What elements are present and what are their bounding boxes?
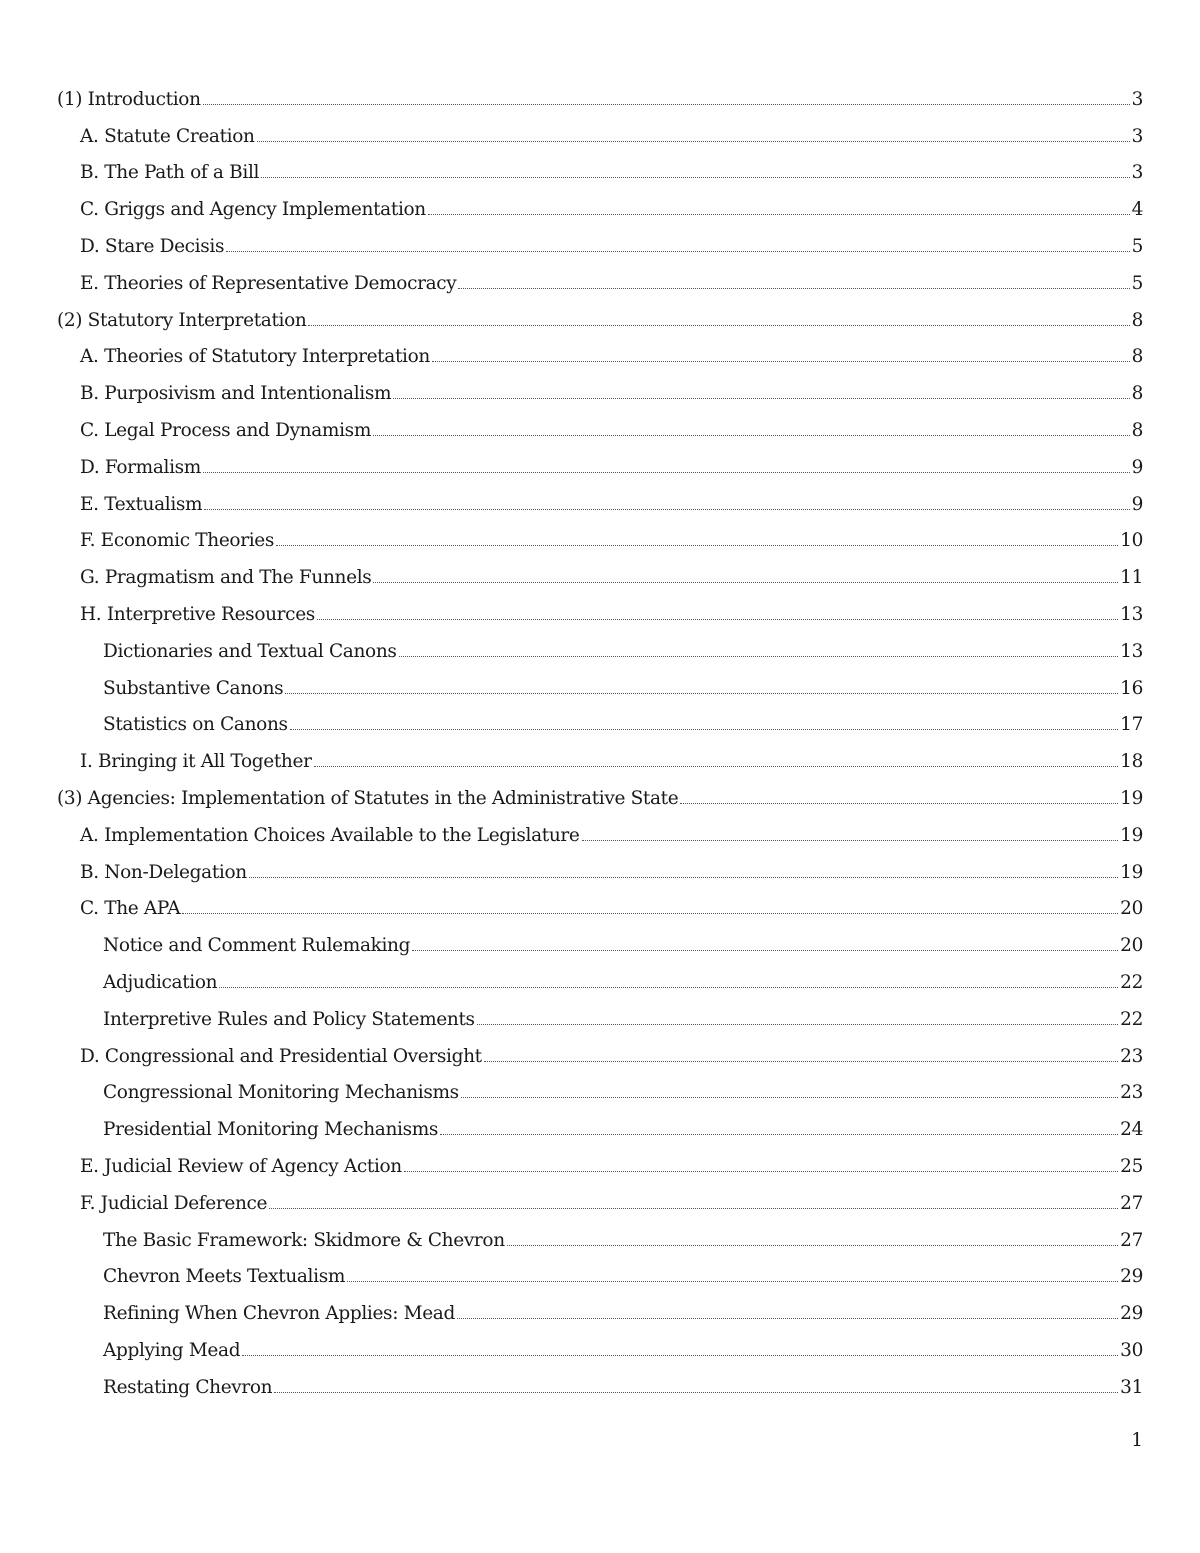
dot-leader <box>582 840 1119 841</box>
toc-entry-page-number[interactable]: 3 <box>1131 125 1143 147</box>
toc-entry[interactable] <box>57 1001 1143 1038</box>
dot-leader <box>242 1355 1118 1356</box>
dot-leader <box>257 141 1130 142</box>
dot-leader <box>276 545 1118 546</box>
toc-entry-page-number[interactable]: 22 <box>1120 972 1143 994</box>
dot-leader <box>432 361 1130 362</box>
toc-entry-page-number[interactable]: 9 <box>1131 493 1143 515</box>
toc-entry-page-number[interactable]: 23 <box>1120 1082 1143 1104</box>
toc-entry-title[interactable]: D. Stare Decisis <box>80 236 225 258</box>
dot-leader <box>347 1281 1118 1282</box>
toc-entry-title[interactable]: B. Purposivism and Intentionalism <box>80 383 392 405</box>
toc-entry-title[interactable]: C. Griggs and Agency Implementation <box>80 199 426 221</box>
dot-leader <box>317 619 1118 620</box>
toc-entry-title[interactable]: C. Legal Process and Dynamism <box>80 420 372 442</box>
toc-entry-page-number[interactable]: 4 <box>1131 199 1143 221</box>
toc-entry-page-number[interactable]: 3 <box>1131 88 1143 110</box>
toc-entry-page-number[interactable]: 3 <box>1131 162 1143 184</box>
dot-leader <box>412 950 1118 951</box>
toc-entry-page-number[interactable]: 19 <box>1120 788 1143 810</box>
toc-entry-title[interactable]: B. Non-Delegation <box>80 861 247 883</box>
toc-entry[interactable] <box>57 1295 1143 1332</box>
toc-entry[interactable] <box>57 964 1143 1001</box>
toc-entry-page-number[interactable]: 20 <box>1120 935 1143 957</box>
toc-entry[interactable] <box>57 670 1143 707</box>
toc-entry-title[interactable]: D. Congressional and Presidential Oversight <box>80 1045 482 1067</box>
toc-entry-page-number[interactable]: 30 <box>1120 1339 1143 1361</box>
toc-entry-title[interactable]: Chevron Meets Textualism <box>103 1266 346 1288</box>
toc-entry-title[interactable]: H. Interpretive Resources <box>80 604 315 626</box>
toc-entry-page-number[interactable]: 8 <box>1131 346 1143 368</box>
toc-entry-title[interactable]: Interpretive Rules and Policy Statements <box>103 1008 475 1030</box>
toc-entry-page-number[interactable]: 27 <box>1120 1192 1143 1214</box>
dot-leader <box>308 325 1129 326</box>
toc-entry-title[interactable]: B. The Path of a Bill <box>80 162 260 184</box>
dot-leader <box>226 251 1129 252</box>
dot-leader <box>290 729 1119 730</box>
dot-leader <box>261 177 1129 178</box>
toc-entry[interactable] <box>57 265 1143 302</box>
toc-entry[interactable] <box>57 191 1143 228</box>
dot-leader <box>507 1245 1118 1246</box>
toc-entry-page-number[interactable]: 18 <box>1120 751 1143 773</box>
toc-entry-title[interactable]: The Basic Framework: Skidmore & Chevron <box>103 1229 505 1251</box>
toc-entry-title[interactable]: A. Implementation Choices Available to the Legislature <box>80 824 580 846</box>
page-number: 1 <box>1131 1430 1143 1451</box>
dot-leader <box>182 913 1118 914</box>
toc-entry[interactable] <box>57 1259 1143 1296</box>
toc-entry-page-number[interactable]: 13 <box>1120 640 1143 662</box>
dot-leader <box>440 1134 1118 1135</box>
toc-entry[interactable] <box>57 927 1143 964</box>
toc-entry-page-number[interactable]: 17 <box>1120 714 1143 736</box>
toc-entry-title[interactable]: E. Textualism <box>80 493 203 515</box>
toc-entry[interactable] <box>57 375 1143 412</box>
toc-entry-title[interactable]: E. Judicial Review of Agency Action <box>80 1156 402 1177</box>
dot-leader <box>458 288 1129 289</box>
toc-entry[interactable] <box>57 523 1143 560</box>
toc-entry-title[interactable]: Adjudication <box>103 972 218 994</box>
dot-leader <box>373 435 1130 436</box>
toc-entry-title[interactable]: Congressional Monitoring Mechanisms <box>103 1082 459 1104</box>
toc-entry-title[interactable]: C. The APA <box>80 898 181 920</box>
dot-leader <box>393 398 1129 399</box>
toc-entry-page-number[interactable]: 9 <box>1131 456 1143 478</box>
toc-entry-title[interactable]: Notice and Comment Rulemaking <box>103 935 411 957</box>
toc-entry-title[interactable]: E. Theories of Representative Democracy <box>80 272 457 294</box>
toc-entry-page-number[interactable]: 27 <box>1120 1229 1143 1251</box>
toc-entry[interactable] <box>57 891 1143 928</box>
toc-entry-page-number[interactable]: 5 <box>1131 236 1143 258</box>
dot-leader <box>269 1208 1118 1209</box>
toc-entry[interactable] <box>57 1222 1143 1259</box>
dot-leader <box>680 803 1118 804</box>
toc-entry[interactable] <box>57 486 1143 523</box>
toc-entry-page-number[interactable]: 24 <box>1120 1119 1143 1141</box>
dot-leader <box>457 1318 1118 1319</box>
dot-leader <box>404 1171 1118 1172</box>
toc-entry[interactable] <box>57 228 1143 265</box>
dot-leader <box>249 877 1118 878</box>
dot-leader <box>203 104 1130 105</box>
dot-leader <box>477 1024 1118 1025</box>
toc-entry-title[interactable]: I. Bringing it All Together <box>80 751 312 773</box>
toc-entry[interactable] <box>57 155 1143 192</box>
toc-entry[interactable] <box>57 707 1143 744</box>
toc-entry-title[interactable]: G. Pragmatism and The Funnels <box>80 567 372 589</box>
toc-entry[interactable] <box>57 118 1143 155</box>
dot-leader <box>428 214 1130 215</box>
toc-entry[interactable] <box>57 1038 1143 1075</box>
toc-entry[interactable] <box>57 633 1143 670</box>
toc-entry[interactable] <box>57 1185 1143 1222</box>
toc-entry[interactable] <box>57 339 1143 376</box>
toc-entry-title[interactable]: D. Formalism <box>80 456 201 478</box>
toc-entry-page-number[interactable]: 8 <box>1131 383 1143 405</box>
toc-entry-page-number[interactable]: 20 <box>1120 898 1143 920</box>
toc-entry-page-number[interactable]: 29 <box>1120 1303 1143 1325</box>
toc-entry[interactable] <box>57 1075 1143 1112</box>
dot-leader <box>399 656 1119 657</box>
toc-entry-title[interactable]: (3) Agencies: Implementation of Statutes in the Administrative State <box>57 788 679 810</box>
toc-entry-title[interactable]: Refining When Chevron Applies: Mead <box>103 1303 455 1325</box>
toc-entry-page-number[interactable]: 25 <box>1120 1156 1143 1177</box>
toc-entry[interactable] <box>57 1111 1143 1148</box>
toc-entry[interactable] <box>57 302 1143 339</box>
toc-entry[interactable] <box>57 81 1143 118</box>
dot-leader <box>285 693 1118 694</box>
toc-entry-title[interactable]: F. Judicial Deference <box>80 1192 268 1214</box>
dot-leader <box>373 582 1118 583</box>
toc-entry-title[interactable]: Statistics on Canons <box>103 714 288 736</box>
toc-entry-page-number[interactable]: 8 <box>1131 309 1143 331</box>
toc-entry[interactable] <box>57 854 1143 891</box>
toc-entry-title[interactable]: (1) Introduction <box>57 88 201 110</box>
toc-entry-title[interactable]: A. Statute Creation <box>80 125 255 147</box>
toc-entry[interactable] <box>57 780 1143 817</box>
toc-entry-title[interactable]: Applying Mead <box>103 1339 241 1361</box>
toc-entry-title[interactable]: Restating Chevron <box>103 1376 273 1398</box>
toc-entry-page-number[interactable]: 5 <box>1131 272 1143 294</box>
toc-entry[interactable] <box>57 1148 1143 1185</box>
toc-entry-page-number[interactable]: 19 <box>1120 861 1143 883</box>
dot-leader <box>203 472 1130 473</box>
toc-entry-page-number[interactable]: 29 <box>1120 1266 1143 1288</box>
toc-entry-title[interactable]: Substantive Canons <box>103 677 284 699</box>
toc-entry-title[interactable]: (2) Statutory Interpretation <box>57 309 307 331</box>
dot-leader <box>461 1097 1118 1098</box>
toc-entry-page-number[interactable]: 13 <box>1120 604 1143 626</box>
toc-entry-page-number[interactable]: 19 <box>1120 824 1143 846</box>
toc-entry[interactable] <box>57 817 1143 854</box>
toc-entry[interactable] <box>57 1332 1143 1369</box>
toc-entry-title[interactable]: Dictionaries and Textual Canons <box>103 640 397 662</box>
toc-entry[interactable] <box>57 412 1143 449</box>
toc-entry[interactable] <box>57 743 1143 780</box>
toc-entry-page-number[interactable]: 31 <box>1120 1376 1143 1398</box>
toc-entry[interactable] <box>57 1369 1143 1406</box>
toc-entry-page-number[interactable]: 10 <box>1120 530 1143 552</box>
dot-leader <box>484 1061 1118 1062</box>
dot-leader <box>204 509 1129 510</box>
toc-entry[interactable] <box>57 559 1143 596</box>
toc-entry-title[interactable]: Presidential Monitoring Mechanisms <box>103 1119 439 1141</box>
toc-entry-page-number[interactable]: 8 <box>1131 420 1143 442</box>
toc-entry[interactable] <box>57 449 1143 486</box>
dot-leader <box>314 766 1119 767</box>
dot-leader <box>274 1392 1118 1393</box>
toc-entry-page-number[interactable]: 16 <box>1120 677 1143 699</box>
toc-entry-page-number[interactable]: 23 <box>1120 1045 1143 1067</box>
toc-entry-page-number[interactable]: 11 <box>1120 567 1143 589</box>
toc-entry[interactable] <box>57 596 1143 633</box>
toc-entry-page-number[interactable]: 22 <box>1120 1008 1143 1030</box>
table-of-contents <box>57 81 1143 1406</box>
dot-leader <box>219 987 1118 988</box>
toc-entry-title[interactable]: A. Theories of Statutory Interpretation <box>80 346 430 368</box>
toc-entry-title[interactable]: F. Economic Theories <box>80 530 275 552</box>
